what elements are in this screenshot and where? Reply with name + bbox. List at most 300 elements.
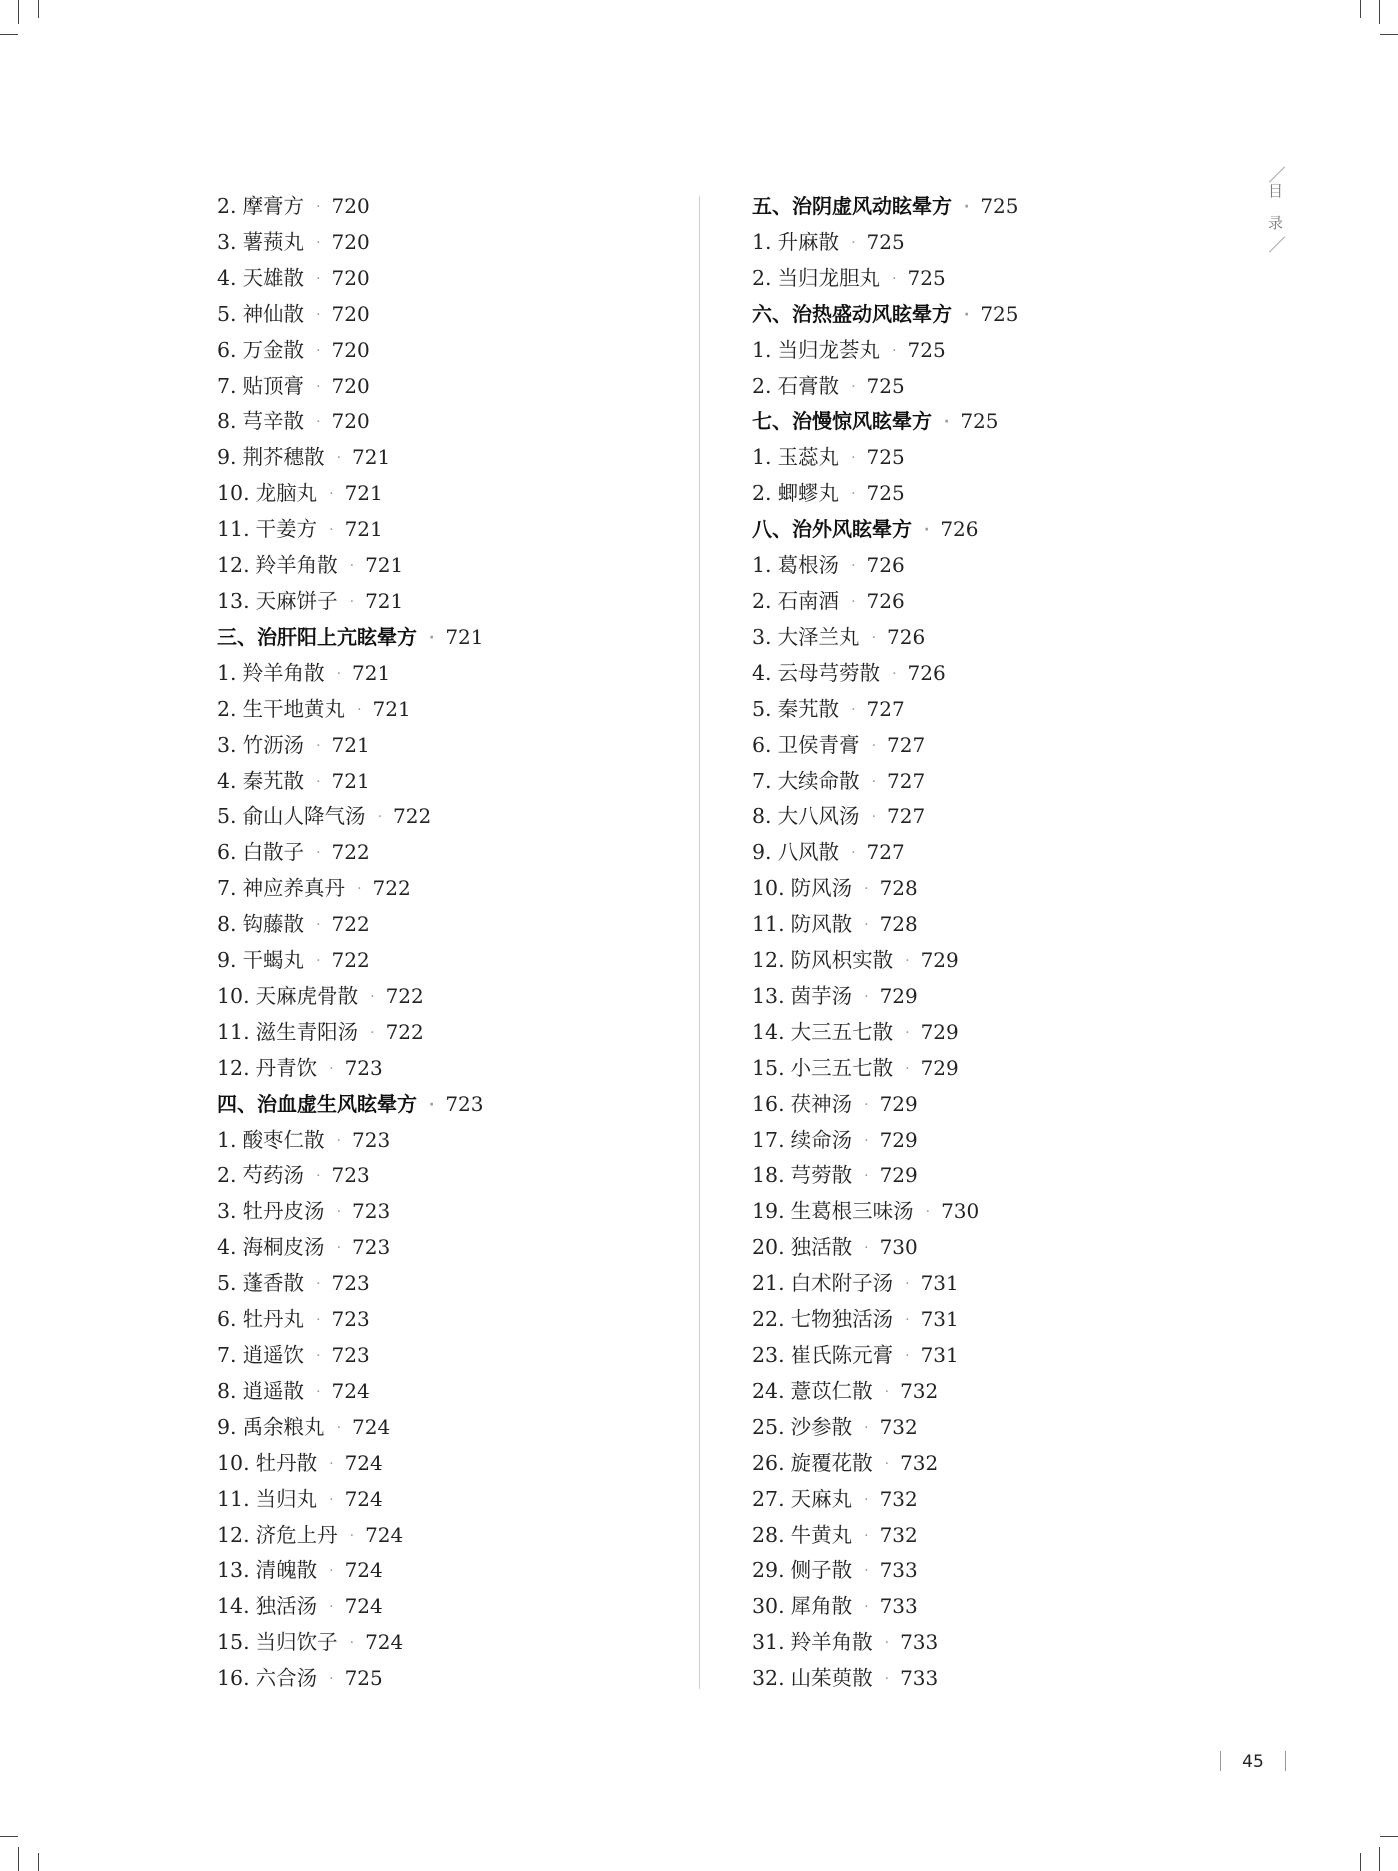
- entry-page-number: 729: [920, 1019, 959, 1044]
- entry-separator-dot: ·: [329, 522, 334, 539]
- toc-entry[interactable]: [752, 1445, 1312, 1481]
- toc-entry[interactable]: [217, 1193, 777, 1229]
- entry-number: 12.: [217, 1522, 250, 1547]
- entry-separator-dot: ·: [864, 1168, 869, 1185]
- entry-page-number: 725: [907, 337, 946, 362]
- toc-entry[interactable]: [217, 798, 777, 834]
- toc-entry[interactable]: [752, 1660, 1312, 1696]
- entry-title: 天雄散: [242, 265, 305, 290]
- entry-number: 23.: [752, 1343, 785, 1367]
- toc-entry[interactable]: [217, 906, 777, 942]
- entry-page-number: 726: [940, 517, 979, 542]
- entry-separator-dot: ·: [851, 486, 856, 503]
- entry-page-number: 725: [980, 194, 1019, 218]
- entry-page-number: 721: [344, 517, 383, 542]
- toc-entry[interactable]: [217, 547, 777, 583]
- toc-entry[interactable]: [752, 1014, 1312, 1050]
- entry-separator-dot: ·: [851, 845, 856, 862]
- entry-separator-dot: ·: [316, 378, 321, 395]
- entry-title: 摩膏方: [242, 194, 305, 218]
- toc-entry[interactable]: [752, 1301, 1312, 1337]
- entry-number: 19.: [752, 1199, 785, 1224]
- entry-number: 18.: [752, 1163, 785, 1188]
- toc-entry[interactable]: [752, 583, 1312, 619]
- entry-page-number: 729: [879, 1091, 918, 1116]
- entry-page-number: 721: [352, 445, 391, 470]
- entry-separator-dot: ·: [905, 1276, 910, 1293]
- entry-page-number: 731: [920, 1343, 959, 1367]
- entry-number: 1.: [217, 1127, 237, 1152]
- entry-number: 22.: [752, 1307, 785, 1332]
- entry-separator-dot: ·: [349, 593, 355, 610]
- entry-page-number: 726: [887, 624, 926, 649]
- entry-separator-dot: ·: [336, 1419, 342, 1436]
- entry-page-number: 732: [900, 1450, 939, 1475]
- toc-entry[interactable]: [217, 224, 777, 260]
- entry-separator-dot: ·: [316, 953, 321, 970]
- entry-number: 4.: [217, 768, 237, 793]
- toc-entry[interactable]: [217, 1157, 777, 1193]
- entry-page-number: 729: [879, 983, 918, 1008]
- entry-number: 2.: [217, 194, 237, 218]
- toc-entry[interactable]: [752, 1337, 1312, 1373]
- entry-separator-dot: ·: [864, 988, 869, 1005]
- entry-separator-dot: ·: [329, 1455, 334, 1472]
- entry-title: 贴顶膏: [242, 373, 305, 398]
- toc-entry[interactable]: [217, 870, 777, 906]
- entry-title: 卫侯青膏: [777, 732, 860, 757]
- entry-separator-dot: ·: [864, 1527, 869, 1544]
- toc-entry[interactable]: [752, 332, 1312, 368]
- entry-separator-dot: ·: [316, 234, 321, 251]
- entry-title: 滋生青阳汤: [255, 1019, 359, 1044]
- toc-entry[interactable]: [752, 1624, 1312, 1660]
- entry-page-number: 724: [344, 1558, 383, 1583]
- entry-separator-dot: ·: [864, 881, 869, 898]
- entry-title: 茯神汤: [790, 1091, 853, 1116]
- toc-entry[interactable]: [217, 1445, 777, 1481]
- entry-number: 31.: [752, 1630, 785, 1655]
- entry-page-number: 730: [879, 1235, 918, 1260]
- toc-entry[interactable]: [217, 1014, 777, 1050]
- entry-page-number: 731: [920, 1307, 959, 1332]
- toc-entry[interactable]: [217, 1265, 777, 1301]
- entry-number: 10.: [217, 983, 250, 1008]
- entry-page-number: 731: [920, 1271, 959, 1296]
- entry-title: 牛黄丸: [790, 1522, 853, 1547]
- entry-separator-dot: ·: [892, 665, 897, 682]
- toc-entry[interactable]: [752, 870, 1312, 906]
- entry-title: 七、治慢惊风眩晕方: [752, 409, 932, 434]
- entry-number: 6.: [217, 1307, 237, 1332]
- entry-title: 当归龙荟丸: [777, 337, 881, 362]
- entry-page-number: 729: [879, 1127, 918, 1152]
- entry-title: 独活汤: [255, 1594, 318, 1619]
- toc-entry[interactable]: [217, 1660, 777, 1696]
- entry-number: 9.: [217, 948, 237, 973]
- entry-title: 逍遥散: [242, 1378, 305, 1403]
- entry-separator-dot: ·: [851, 701, 856, 718]
- toc-entry[interactable]: [752, 619, 1312, 655]
- toc-entry[interactable]: [752, 655, 1312, 691]
- entry-separator-dot: ·: [336, 665, 342, 682]
- entry-separator-dot: ·: [892, 342, 897, 359]
- entry-number: 11.: [217, 1019, 250, 1044]
- entry-separator-dot: ·: [884, 1635, 890, 1652]
- entry-number: 1.: [217, 660, 237, 685]
- entry-page-number: 724: [331, 1378, 370, 1403]
- toc-entry[interactable]: [217, 1301, 777, 1337]
- toc-entry[interactable]: [752, 942, 1312, 978]
- entry-separator-dot: ·: [329, 1491, 334, 1508]
- entry-page-number: 723: [445, 1091, 484, 1116]
- entry-number: 3.: [217, 732, 237, 757]
- entry-separator-dot: ·: [884, 1455, 890, 1472]
- toc-entry[interactable]: [217, 1624, 777, 1660]
- entry-title: 万金散: [242, 337, 305, 362]
- entry-page-number: 722: [385, 1019, 424, 1044]
- entry-number: 13.: [217, 1558, 250, 1583]
- toc-entry[interactable]: [217, 188, 777, 224]
- entry-number: 20.: [752, 1235, 785, 1260]
- toc-entry[interactable]: [217, 583, 777, 619]
- entry-title: 薯蓣丸: [242, 229, 305, 254]
- entry-separator-dot: ·: [964, 306, 970, 323]
- entry-title: 当归龙胆丸: [777, 265, 881, 290]
- entry-number: 28.: [752, 1522, 785, 1547]
- entry-title: 牡丹丸: [242, 1307, 305, 1332]
- entry-page-number: 720: [331, 337, 370, 362]
- entry-page-number: 721: [352, 660, 391, 685]
- entry-title: 干姜方: [255, 517, 318, 542]
- toc-entry[interactable]: [217, 1588, 777, 1624]
- toc-entry[interactable]: [752, 906, 1312, 942]
- toc-section-heading[interactable]: [752, 403, 1312, 439]
- entry-page-number: 725: [960, 409, 999, 434]
- entry-separator-dot: ·: [925, 1204, 931, 1221]
- entry-page-number: 727: [887, 768, 926, 793]
- entry-number: 5.: [217, 301, 237, 326]
- entry-separator-dot: ·: [316, 773, 321, 790]
- toc-entry[interactable]: [752, 1552, 1312, 1588]
- entry-separator-dot: ·: [377, 809, 383, 826]
- entry-page-number: 720: [331, 301, 370, 326]
- entry-separator-dot: ·: [864, 1599, 869, 1616]
- entry-title: 芎辛散: [242, 409, 305, 434]
- entry-title: 玉蕊丸: [777, 445, 840, 470]
- entry-number: 16.: [752, 1091, 785, 1116]
- entry-number: 2.: [752, 481, 772, 506]
- toc-entry[interactable]: [752, 1157, 1312, 1193]
- toc-entry[interactable]: [752, 798, 1312, 834]
- entry-page-number: 725: [980, 301, 1019, 326]
- toc-entry[interactable]: [752, 439, 1312, 475]
- entry-separator-dot: ·: [336, 450, 342, 467]
- entry-page-number: 729: [920, 948, 959, 973]
- entry-title: 七物独活汤: [790, 1307, 894, 1332]
- entry-number: 15.: [752, 1055, 785, 1080]
- toc-right-column: [752, 188, 1312, 1696]
- entry-page-number: 727: [866, 696, 905, 721]
- entry-separator-dot: ·: [316, 306, 321, 323]
- entry-title: 逍遥饮: [242, 1343, 305, 1367]
- entry-separator-dot: ·: [370, 1024, 375, 1041]
- entry-page-number: 722: [372, 876, 411, 901]
- toc-entry[interactable]: [752, 834, 1312, 870]
- entry-title: 羚羊角散: [790, 1630, 873, 1655]
- toc-section-heading[interactable]: [217, 1086, 777, 1122]
- entry-page-number: 732: [879, 1414, 918, 1439]
- toc-entry[interactable]: [752, 1373, 1312, 1409]
- entry-page-number: 720: [331, 194, 370, 218]
- toc-entry[interactable]: [217, 655, 777, 691]
- toc-entry[interactable]: [217, 1229, 777, 1265]
- entry-page-number: 733: [879, 1594, 918, 1619]
- entry-title: 生葛根三味汤: [790, 1199, 914, 1224]
- entry-number: 1.: [752, 553, 772, 578]
- entry-title: 羚羊角散: [242, 660, 325, 685]
- entry-page-number: 732: [879, 1522, 918, 1547]
- entry-title: 牡丹皮汤: [242, 1199, 325, 1224]
- toc-entry[interactable]: [217, 439, 777, 475]
- entry-page-number: 723: [331, 1343, 370, 1367]
- entry-title: 当归丸: [255, 1486, 318, 1511]
- entry-title: 神应养真丹: [242, 876, 346, 901]
- toc-entry[interactable]: [217, 1373, 777, 1409]
- entry-separator-dot: ·: [924, 522, 930, 539]
- entry-page-number: 726: [907, 660, 946, 685]
- toc-entry[interactable]: [752, 978, 1312, 1014]
- toc-entry[interactable]: [217, 296, 777, 332]
- entry-number: 27.: [752, 1486, 785, 1511]
- entry-separator-dot: ·: [336, 1132, 342, 1149]
- entry-number: 6.: [752, 732, 772, 757]
- entry-number: 9.: [217, 1414, 237, 1439]
- toc-entry[interactable]: [217, 260, 777, 296]
- entry-separator-dot: ·: [851, 378, 856, 395]
- entry-separator-dot: ·: [316, 1168, 321, 1185]
- entry-page-number: 725: [866, 373, 905, 398]
- entry-separator-dot: ·: [851, 234, 856, 251]
- toc-left-column: [217, 188, 777, 1696]
- entry-separator-dot: ·: [316, 1383, 321, 1400]
- toc-entry[interactable]: [217, 1481, 777, 1517]
- section-tab-char-1: 目: [1268, 182, 1284, 200]
- entry-separator-dot: ·: [316, 342, 321, 359]
- entry-title: 羚羊角散: [255, 553, 338, 578]
- entry-title: 蓬香散: [242, 1271, 305, 1296]
- entry-page-number: 725: [907, 265, 946, 290]
- entry-number: 7.: [217, 876, 237, 901]
- toc-entry[interactable]: [752, 368, 1312, 404]
- entry-number: 14.: [752, 1019, 785, 1044]
- entry-separator-dot: ·: [329, 1060, 334, 1077]
- entry-separator-dot: ·: [429, 629, 435, 646]
- entry-title: 白术附子汤: [790, 1271, 894, 1296]
- entry-title: 小三五七散: [790, 1055, 894, 1080]
- toc-entry[interactable]: [217, 1122, 777, 1158]
- toc-entry[interactable]: [217, 942, 777, 978]
- toc-section-heading[interactable]: [752, 188, 1312, 224]
- entry-title: 大泽兰丸: [777, 624, 860, 649]
- entry-title: 济危上丹: [255, 1522, 338, 1547]
- entry-page-number: 721: [445, 624, 484, 649]
- entry-number: 9.: [752, 840, 772, 865]
- entry-title: 清魄散: [255, 1558, 318, 1583]
- entry-page-number: 724: [365, 1522, 404, 1547]
- entry-number: 7.: [217, 373, 237, 398]
- entry-separator-dot: ·: [851, 450, 856, 467]
- toc-entry[interactable]: [752, 1588, 1312, 1624]
- toc-entry[interactable]: [217, 727, 777, 763]
- entry-title: 荆芥穗散: [242, 445, 325, 470]
- toc-entry[interactable]: [217, 691, 777, 727]
- entry-page-number: 720: [331, 265, 370, 290]
- entry-title: 五、治阴虚风动眩晕方: [752, 194, 952, 218]
- entry-number: 10.: [752, 876, 785, 901]
- entry-page-number: 726: [866, 553, 905, 578]
- entry-title: 六合汤: [255, 1666, 318, 1691]
- entry-title: 禹余粮丸: [242, 1414, 325, 1439]
- entry-separator-dot: ·: [884, 1383, 890, 1400]
- entry-title: 钩藤散: [242, 912, 305, 937]
- entry-page-number: 723: [331, 1307, 370, 1332]
- entry-page-number: 727: [887, 732, 926, 757]
- toc-entry[interactable]: [752, 1229, 1312, 1265]
- entry-separator-dot: ·: [864, 1563, 869, 1580]
- entry-number: 7.: [752, 768, 772, 793]
- entry-page-number: 723: [331, 1271, 370, 1296]
- toc-entry[interactable]: [752, 1122, 1312, 1158]
- toc-entry[interactable]: [217, 1050, 777, 1086]
- toc-entry[interactable]: [752, 1481, 1312, 1517]
- entry-separator-dot: ·: [336, 1240, 342, 1257]
- entry-number: 6.: [217, 337, 237, 362]
- entry-number: 1.: [752, 337, 772, 362]
- entry-title: 蝍蟉丸: [777, 481, 840, 506]
- toc-entry[interactable]: [217, 834, 777, 870]
- entry-number: 3.: [217, 1199, 237, 1224]
- entry-separator-dot: ·: [864, 1491, 869, 1508]
- entry-page-number: 722: [331, 948, 370, 973]
- entry-number: 26.: [752, 1450, 785, 1475]
- entry-title: 秦艽散: [777, 696, 840, 721]
- entry-title: 大八风汤: [777, 804, 860, 829]
- column-divider: [699, 196, 700, 1689]
- toc-entry[interactable]: [752, 1086, 1312, 1122]
- toc-entry[interactable]: [752, 260, 1312, 296]
- entry-page-number: 730: [941, 1199, 980, 1224]
- entry-title: 石南酒: [777, 588, 840, 613]
- toc-entry[interactable]: [752, 1517, 1312, 1553]
- entry-separator-dot: ·: [336, 1204, 342, 1221]
- entry-separator-dot: ·: [964, 199, 970, 215]
- entry-separator-dot: ·: [851, 558, 856, 575]
- entry-number: 8.: [217, 409, 237, 434]
- entry-title: 天麻饼子: [255, 588, 338, 613]
- entry-number: 8.: [752, 804, 772, 829]
- entry-separator-dot: ·: [944, 414, 950, 431]
- toc-entry[interactable]: [217, 1337, 777, 1373]
- toc-entry[interactable]: [752, 547, 1312, 583]
- toc-entry[interactable]: [217, 368, 777, 404]
- toc-entry[interactable]: [752, 1265, 1312, 1301]
- entry-title: 犀角散: [790, 1594, 853, 1619]
- entry-title: 生干地黄丸: [242, 696, 346, 721]
- entry-number: 11.: [217, 517, 250, 542]
- toc-entry[interactable]: [752, 1193, 1312, 1229]
- page-number: 45: [1242, 1752, 1264, 1772]
- entry-title: 葛根汤: [777, 553, 840, 578]
- entry-number: 2.: [752, 265, 772, 290]
- toc-entry[interactable]: [217, 1409, 777, 1445]
- entry-number: 2.: [217, 1163, 237, 1188]
- toc-entry[interactable]: [217, 511, 777, 547]
- entry-title: 独活散: [790, 1235, 853, 1260]
- entry-separator-dot: ·: [871, 773, 877, 790]
- toc-section-heading[interactable]: [752, 296, 1312, 332]
- toc-entry[interactable]: [752, 224, 1312, 260]
- entry-title: 天麻虎骨散: [255, 983, 359, 1008]
- entry-title: 薏苡仁散: [790, 1378, 873, 1403]
- toc-entry[interactable]: [217, 475, 777, 511]
- entry-separator-dot: ·: [349, 1635, 355, 1652]
- toc-entry[interactable]: [217, 763, 777, 799]
- entry-separator-dot: ·: [864, 1132, 869, 1149]
- entry-separator-dot: ·: [316, 1348, 321, 1364]
- entry-number: 32.: [752, 1666, 785, 1691]
- entry-page-number: 722: [331, 912, 370, 937]
- entry-separator-dot: ·: [316, 845, 321, 862]
- entry-number: 3.: [217, 229, 237, 254]
- entry-number: 29.: [752, 1558, 785, 1583]
- toc-entry[interactable]: [752, 727, 1312, 763]
- toc-entry[interactable]: [752, 1409, 1312, 1445]
- entry-title: 当归饮子: [255, 1630, 338, 1655]
- toc-entry[interactable]: [752, 691, 1312, 727]
- toc-section-heading[interactable]: [752, 511, 1312, 547]
- entry-number: 11.: [217, 1486, 250, 1511]
- entry-number: 30.: [752, 1594, 785, 1619]
- toc-entry[interactable]: [217, 403, 777, 439]
- entry-title: 海桐皮汤: [242, 1235, 325, 1260]
- toc-entry[interactable]: [217, 978, 777, 1014]
- toc-entry[interactable]: [217, 332, 777, 368]
- entry-separator-dot: ·: [851, 593, 856, 610]
- entry-title: 酸枣仁散: [242, 1127, 325, 1152]
- toc-section-heading[interactable]: [217, 619, 777, 655]
- toc-entry[interactable]: [752, 763, 1312, 799]
- entry-number: 21.: [752, 1271, 785, 1296]
- entry-number: 4.: [217, 1235, 237, 1260]
- entry-page-number: 721: [331, 768, 370, 793]
- entry-page-number: 720: [331, 229, 370, 254]
- entry-title: 四、治血虚生风眩晕方: [217, 1091, 417, 1116]
- entry-page-number: 724: [344, 1594, 383, 1619]
- entry-title: 沙参散: [790, 1414, 853, 1439]
- entry-page-number: 733: [900, 1666, 939, 1691]
- entry-page-number: 721: [365, 588, 404, 613]
- entry-separator-dot: ·: [871, 629, 877, 646]
- entry-title: 防风枳实散: [790, 948, 894, 973]
- toc-entry[interactable]: [217, 1552, 777, 1588]
- entry-number: 13.: [752, 983, 785, 1008]
- entry-number: 2.: [752, 588, 772, 613]
- toc-entry[interactable]: [217, 1517, 777, 1553]
- toc-entry[interactable]: [752, 1050, 1312, 1086]
- toc-entry[interactable]: [752, 475, 1312, 511]
- entry-number: 2.: [752, 373, 772, 398]
